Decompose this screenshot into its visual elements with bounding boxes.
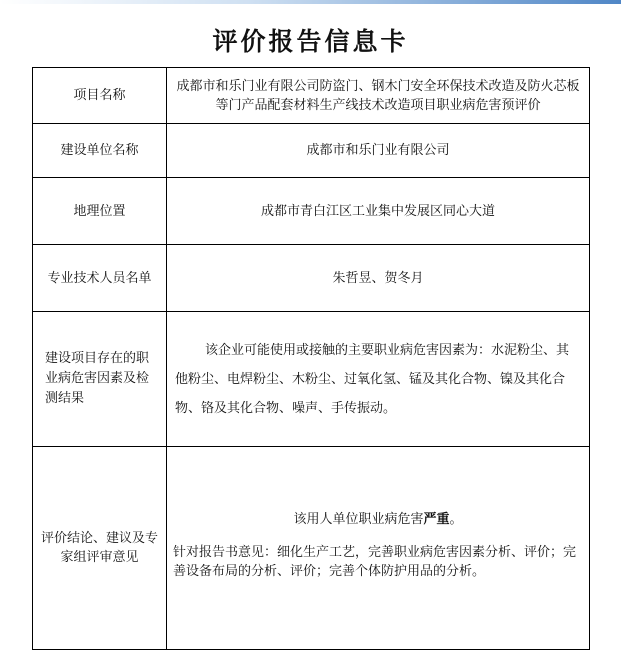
hazards-label: 建设项目存在的职业病危害因素及检测结果 <box>33 312 167 447</box>
table-row-project <box>33 68 590 124</box>
table-row-hazards <box>33 312 590 447</box>
staff-value: 朱哲昱、贺冬月 <box>167 245 590 312</box>
unit-name-value: 成都市和乐门业有限公司 <box>167 124 590 178</box>
hazards-cell <box>167 312 590 447</box>
page-title: 评价报告信息卡 <box>212 27 409 56</box>
conclusion-head-emphasis: 严重 <box>423 511 450 527</box>
table-row-unit <box>33 124 590 178</box>
conclusion-head-prefix: 该用人单位职业病危害 <box>293 511 424 527</box>
conclusion-headline <box>173 510 583 529</box>
conclusion-head-suffix: 。 <box>449 511 463 527</box>
project-name-value: 成都市和乐门业有限公司防盗门、钢木门安全环保技术改造及防火芯板等门产品配套材料生产线技术改造项目职业病危害预评价 <box>167 68 590 124</box>
top-accent-line <box>0 0 621 4</box>
location-label: 地理位置 <box>33 178 167 245</box>
unit-name-label: 建设单位名称 <box>33 124 167 178</box>
location-value: 成都市青白江区工业集中发展区同心大道 <box>167 178 590 245</box>
conclusion-label: 评价结论、建议及专家组评审意见 <box>33 447 167 650</box>
staff-label: 专业技术人员名单 <box>33 245 167 312</box>
table-row-conclusion <box>33 447 590 650</box>
conclusion-body: 针对报告书意见：细化生产工艺，完善职业病危害因素分析、评价；完善设备布局的分析、评价；完善个体防护用品的分析。 <box>173 544 577 579</box>
hazards-value: 该企业可能使用或接触的主要职业病危害因素为：水泥粉尘、其他粉尘、电焊粉尘、木粉尘、过氧化氢、锰及其化合物、镍及其化合物、铬及其化合物、噪声、手传振动。 <box>175 342 570 416</box>
project-name-label: 项目名称 <box>33 68 167 124</box>
table-row-location <box>33 178 590 245</box>
info-card-table <box>32 67 590 650</box>
table-row-staff <box>33 245 590 312</box>
conclusion-cell <box>167 447 590 650</box>
